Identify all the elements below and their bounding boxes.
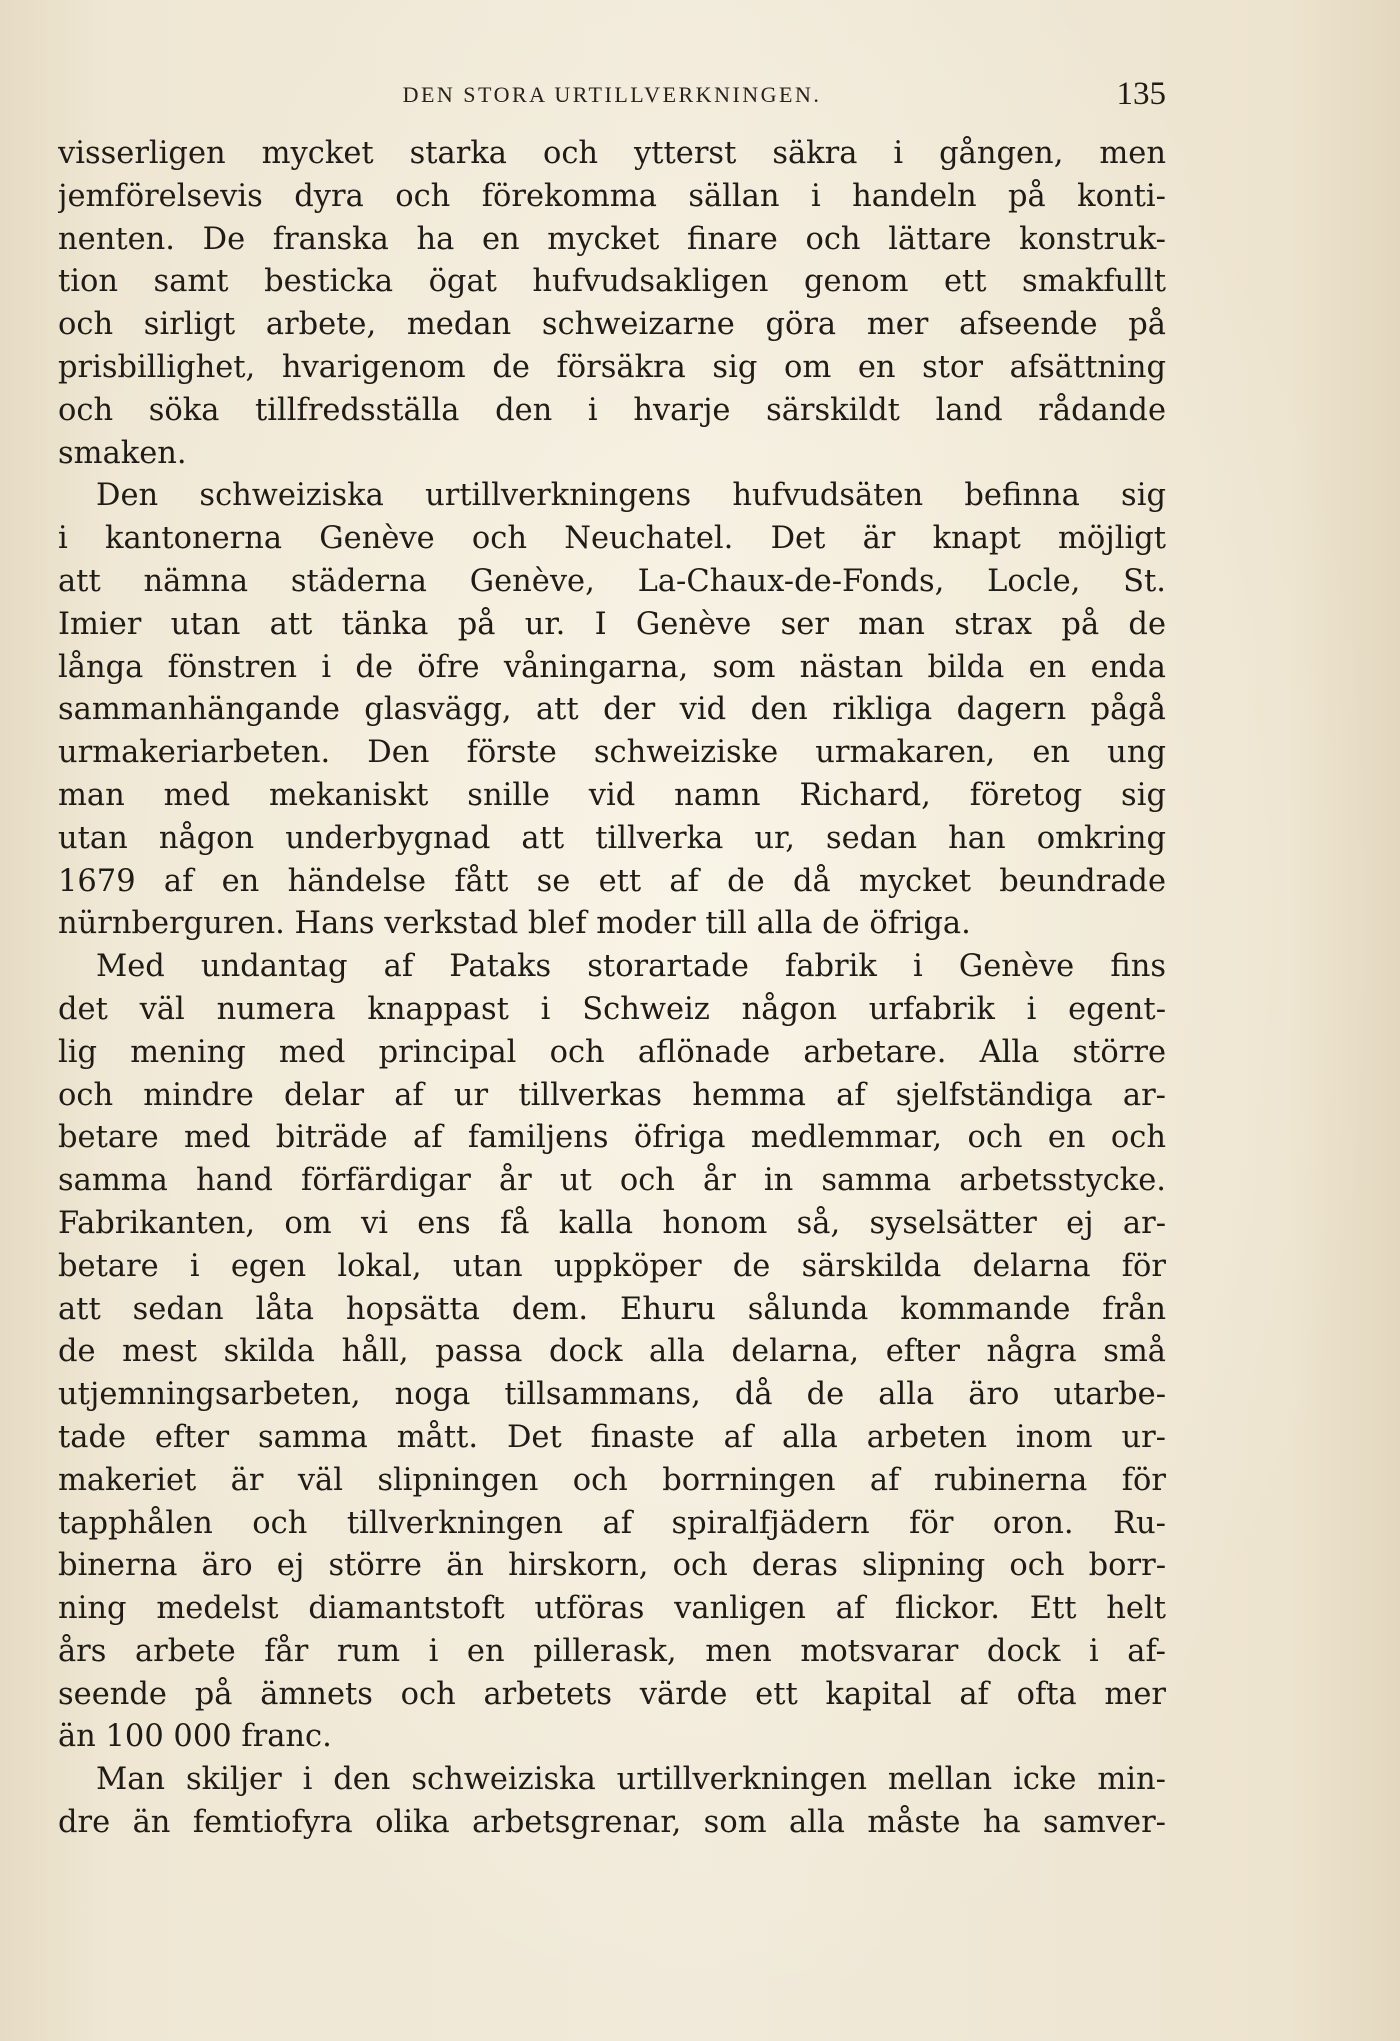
text-line: ning medelst diamantstoft utföras vanligen af flickor. Ett helt (58, 1591, 1166, 1627)
text-line: dre än femtiofyra olika arbetsgrenar, som alla måste ha samver- (58, 1805, 1166, 1841)
text-line: betare i egen lokal, utan uppköper de särskilda delarna för (58, 1248, 1166, 1284)
text-line-paragraph-end: än 100 000 franc. (58, 1719, 332, 1755)
text-line: jemförelsevis dyra och förekomma sällan i handeln på konti- (58, 178, 1166, 214)
text-line-paragraph-end: smaken. (58, 435, 187, 471)
text-line: de mest skilda håll, passa dock alla delarna, efter några små (58, 1334, 1166, 1370)
text-line-paragraph-start: Man skiljer i den schweiziska urtillverkningen mellan icke min- (96, 1762, 1166, 1798)
running-title: DEN STORA URTILLVERKNINGEN. (402, 82, 822, 107)
text-line: tade efter samma mått. Det finaste af alla arbeten inom ur- (58, 1419, 1166, 1455)
text-line: urmakeriarbeten. Den förste schweiziske urmakaren, en ung (58, 735, 1166, 771)
page-header (58, 76, 1166, 116)
text-line: betare med biträde af familjens öfriga medlemmar, och en och (58, 1120, 1166, 1156)
text-line: det väl numera knappast i Schweiz någon urfabrik i egent- (58, 991, 1166, 1027)
body-text (58, 133, 1166, 1845)
text-line: utan någon underbygnad att tillverka ur, sedan han omkring (58, 820, 1166, 856)
text-line: års arbete får rum i en pillerask, men motsvarar dock i af- (58, 1633, 1166, 1669)
text-line-paragraph-end: nürnberguren. Hans verkstad blef moder till alla de öfriga. (58, 906, 971, 942)
page-number: 135 (1116, 76, 1166, 112)
text-line: att nämna städerna Genève, La-Chaux-de-Fonds, Locle, St. (58, 563, 1166, 599)
text-line: lig mening med principal och aflönade arbetare. Alla större (58, 1034, 1166, 1070)
text-line-paragraph-start: Den schweiziska urtillverkningens hufvudsäten befinna sig (96, 478, 1166, 514)
text-line: i kantonerna Genève och Neuchatel. Det är knapt möjligt (58, 521, 1166, 557)
text-line: och söka tillfredsställa den i hvarje särskildt land rådande (58, 392, 1166, 428)
text-line: Fabrikanten, om vi ens få kalla honom så, syselsätter ej ar- (58, 1205, 1166, 1241)
text-line: prisbillighet, hvarigenom de försäkra sig om en stor afsättning (58, 349, 1166, 385)
text-line: visserligen mycket starka och ytterst säkra i gången, men (58, 136, 1166, 171)
text-line: och sirligt arbete, medan schweizarne göra mer afseende på (58, 307, 1166, 343)
text-line: samma hand förfärdigar år ut och år in samma arbetsstycke. (58, 1163, 1166, 1199)
text-line: seende på ämnets och arbetets värde ett kapital af ofta mer (58, 1676, 1166, 1712)
text-line: nenten. De franska ha en mycket finare och lättare konstruk- (58, 221, 1166, 257)
text-line: utjemningsarbeten, noga tillsammans, då de alla äro utarbe- (58, 1377, 1166, 1413)
text-line: 1679 af en händelse fått se ett af de då mycket beundrade (58, 863, 1166, 899)
text-line-paragraph-start: Med undantag af Pataks storartade fabrik i Genève fins (96, 949, 1166, 985)
text-line: tapphålen och tillverkningen af spiralfjädern för oron. Ru- (58, 1505, 1166, 1541)
text-line: makeriet är väl slipningen och borrningen af rubinerna för (58, 1462, 1166, 1498)
text-line: långa fönstren i de öfre våningarna, som nästan bilda en enda (58, 649, 1166, 685)
text-line: tion samt besticka ögat hufvudsakligen genom ett smakfullt (58, 264, 1166, 300)
text-line: sammanhängande glasvägg, att der vid den rikliga dagern pågå (58, 692, 1166, 728)
text-line: Imier utan att tänka på ur. I Genève ser man strax på de (58, 606, 1166, 642)
text-line: man med mekaniskt snille vid namn Richard, företog sig (58, 777, 1166, 813)
text-line: och mindre delar af ur tillverkas hemma af sjelfständiga ar- (58, 1077, 1166, 1113)
text-line: binerna äro ej större än hirskorn, och deras slipning och borr- (58, 1548, 1166, 1584)
text-line: att sedan låta hopsätta dem. Ehuru sålunda kommande från (58, 1291, 1166, 1327)
